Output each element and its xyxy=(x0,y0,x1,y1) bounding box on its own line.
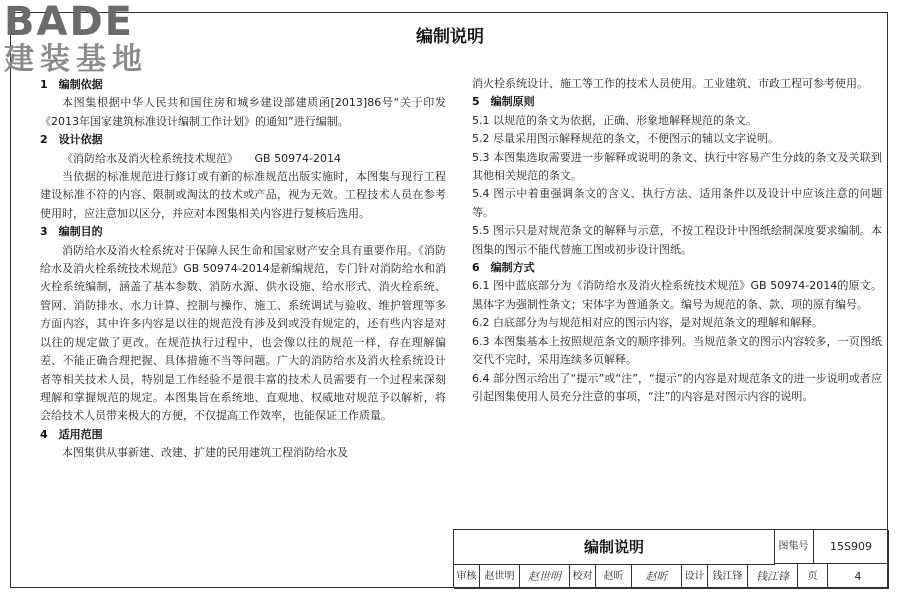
check-label: 校对 xyxy=(570,564,596,589)
section-heading: 4 适用范围 xyxy=(40,427,103,441)
logo-text-zh: 建装基地 xyxy=(4,42,148,77)
paragraph: 5.2 尽量采用图示解释规范的条文，不便图示的辅以文字说明。 xyxy=(472,132,779,146)
section-heading: 3 编制目的 xyxy=(40,225,103,239)
section-heading: 1 编制依据 xyxy=(40,78,103,91)
left-column xyxy=(40,76,446,463)
paragraph: 消火栓系统设计、施工等工作的技术人员使用。工业建筑、市政工程可参考使用。 xyxy=(472,77,868,90)
page-number: 4 xyxy=(828,564,889,589)
paragraph: 消防给水及消火栓系统对于保障人民生命和国家财产安全具有重要作用。《消防给水及消火栓系统技术规范》GB 50974-2014是新编规范，专门针对消防给水和消火栓系统编制，涵盖了基本参数、消防水源、供水设施、给水形式、消火栓系统、管网、消防排水、水力计算、控制与操作、施工、系统调试与验收、维护管理等多方面内容，其中许多内容是以往的规范没有涉及到或没有规定的，还有些内容是对以往的规定做了更改。在规范执行过程中，也会像以往的规范一样，存在理解偏差、不能正确合理把握、具体措施不当等问题。广大的消防给水及消火栓系统设计者等相关技术人员，特别是工作经验不是很丰富的技术人员需要有一个过程来深刻理解和掌握规范的规定。本图集旨在系统地、直观地、权威地对规范予以解析，将会给技术人员带来极大的方便，不仅提高工作效率，也能保证工作质量。 xyxy=(40,243,446,423)
paragraph: 5.4 图示中着重强调条文的含义、执行方法、适用条件以及设计中应该注意的问题等。 xyxy=(472,187,882,219)
paragraph: 6.3 本图集基本上按照规范条文的顺序排列。当规范条文的图示内容较多，一页图纸交代不完时，采用连续多页解释。 xyxy=(472,334,882,367)
review-label: 审核 xyxy=(454,564,480,589)
title-block xyxy=(453,529,888,588)
logo-text-en: BADE xyxy=(4,0,134,45)
atlas-number: 15S909 xyxy=(814,530,889,564)
reviewer-name: 赵世明 xyxy=(480,564,520,589)
paragraph: 6.2 白底部分为与规范相对应的图示内容，是对规范条文的理解和解释。 xyxy=(472,316,823,330)
paragraph: 6.1 图中蓝底部分为《消防给水及消火栓系统技术规范》GB 50974-2014的原文。黑体字为强制性条文；宋体字为普通条文。编号为规范的条、款、项的原有编号。 xyxy=(472,279,882,311)
section-heading: 6 编制方式 xyxy=(472,261,535,275)
section-heading: 2 设计依据 xyxy=(40,133,103,147)
paragraph: 《消防给水及消火栓系统技术规范》 GB 50974-2014 xyxy=(62,151,342,165)
checker-name: 赵昕 xyxy=(596,564,632,589)
title-block-title: 编制说明 xyxy=(454,530,775,565)
paragraph: 5.5 图示只是对规范条文的解释与示意，不按工程设计中图纸绘制深度要求编制。本图集的图示不能代替施工图或初步设计图纸。 xyxy=(472,224,882,256)
paragraph: 本图集根据中华人民共和国住房和城乡建设部建质函[2013]86号“关于印发《2013年国家建筑标准设计编制工作计划》的通知”进行编制。 xyxy=(40,96,446,128)
page-title: 编制说明 xyxy=(416,27,484,47)
atlas-number-label: 图集号 xyxy=(774,530,814,564)
paragraph: 5.3 本图集选取需要进一步解释或说明的条文、执行中容易产生分歧的条文及关联到其他相关规范的条文。 xyxy=(472,150,882,183)
designer-signature: 钱江锋 xyxy=(748,564,798,589)
paragraph: 6.4 部分图示给出了“提示”或“注”，“提示”的内容是对规范条文的进一步说明或者应引起图集使用人员充分注意的事项，“注”的内容是对图示内容的说明。 xyxy=(472,371,882,403)
right-column xyxy=(472,75,882,406)
section-heading: 5 编制原则 xyxy=(472,95,535,109)
page-label: 页 xyxy=(798,564,828,589)
checker-signature: 赵昕 xyxy=(632,564,682,589)
designer-name: 钱江锋 xyxy=(708,564,748,589)
paragraph: 5.1 以规范的条文为依据，正确、形象地解释规范的条文。 xyxy=(472,113,757,127)
paragraph: 当依据的标准规范进行修订或有新的标准规范出版实施时，本图集与现行工程建设标准不符的内容、限制或淘汰的技术或产品，视为无效。工程技术人员在参考使用时，应注意加以区分，并应对本图集相关内容进行复核后选用。 xyxy=(40,170,446,220)
paragraph: 本图集供从事新建、改建、扩建的民用建筑工程消防给水及 xyxy=(62,446,348,460)
design-label: 设计 xyxy=(682,564,708,589)
reviewer-signature: 赵世明 xyxy=(520,564,570,589)
